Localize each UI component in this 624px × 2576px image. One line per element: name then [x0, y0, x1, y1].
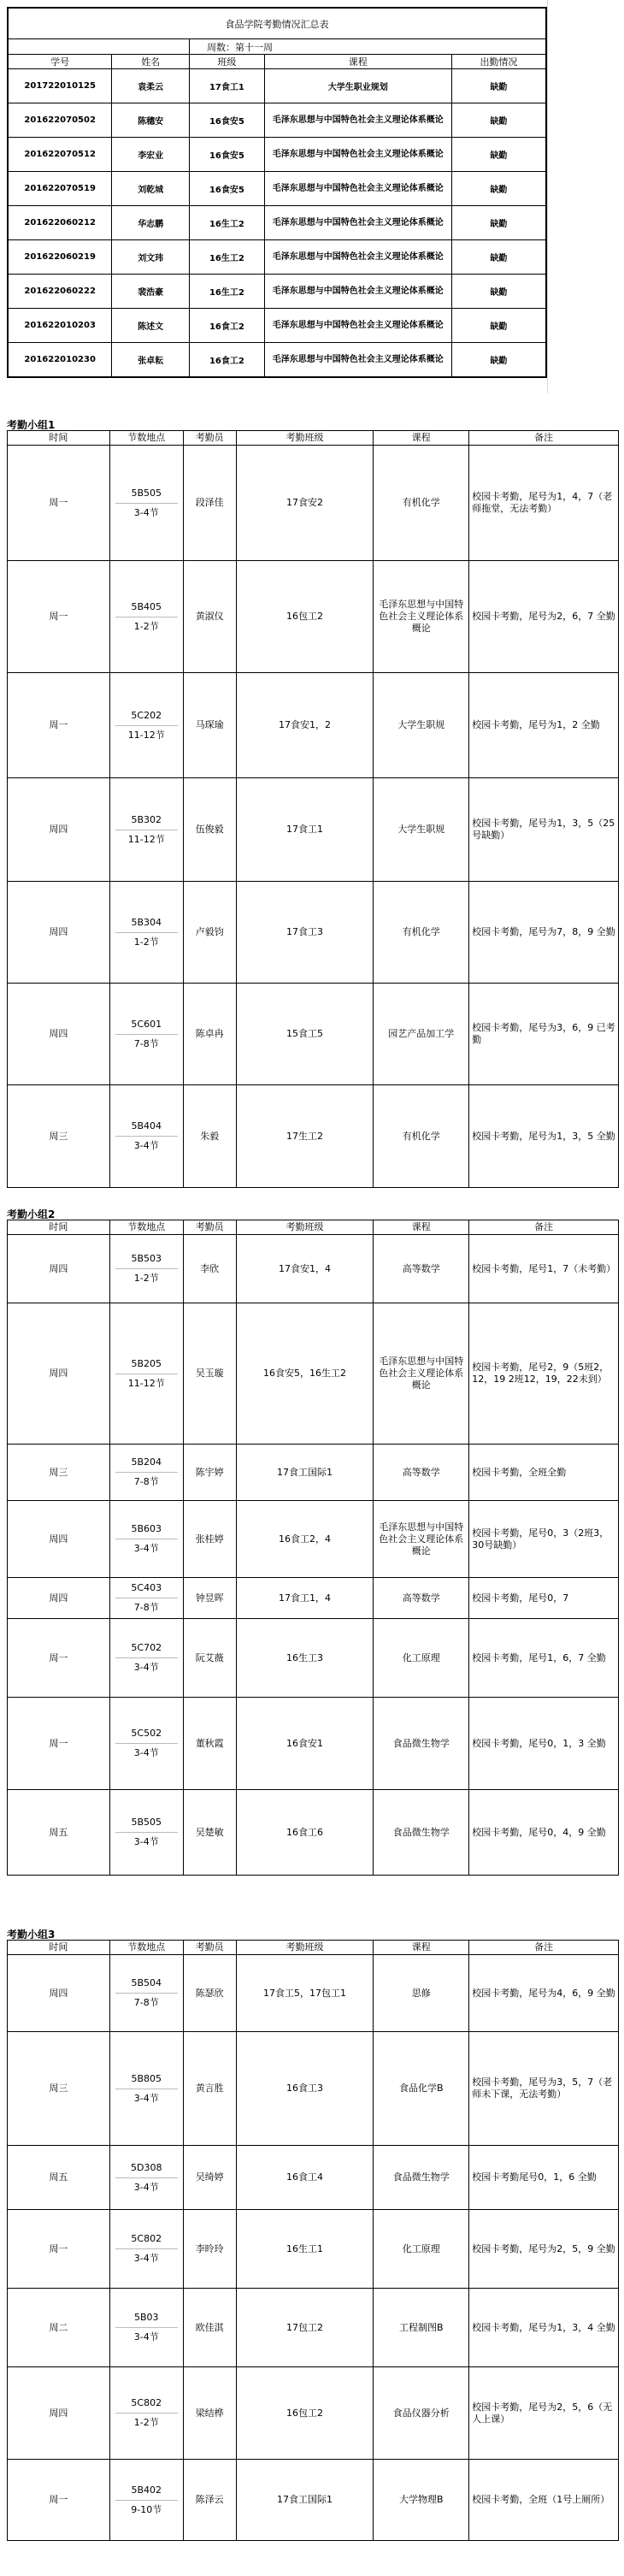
class-name: 16生工1 [236, 2210, 374, 2289]
weekday: 周四 [8, 882, 110, 984]
attendance-status: 缺勤 [451, 275, 546, 309]
checker-name: 阮艾薇 [183, 1619, 236, 1698]
room: 5C403 [115, 1579, 178, 1598]
period: 1-2节 [133, 620, 159, 632]
student-name: 张卓耘 [112, 343, 190, 378]
checker-name: 李欣 [183, 1235, 236, 1303]
table-row [8, 343, 546, 378]
course-name: 食品微生物学 [374, 2146, 469, 2210]
remark: 校园卡考勤，尾号为1，4，7（老师拖堂，无法考勤） [469, 446, 619, 561]
period-location [109, 2460, 183, 2541]
class-name: 17食安1，4 [236, 1235, 374, 1303]
room: 5B405 [115, 598, 178, 617]
course-name: 有机化学 [374, 446, 469, 561]
remark: 校园卡考勤，尾号为3，6，9 已考勤 [469, 984, 619, 1085]
course-name: 大学生职规 [374, 673, 469, 778]
room: 5B504 [115, 1974, 178, 1994]
period-location [109, 882, 183, 984]
student-id: 201722010125 [8, 69, 112, 103]
room: 5B304 [115, 913, 178, 933]
room: 5B402 [115, 2481, 178, 2501]
table-row [8, 2210, 619, 2289]
period-location [109, 1698, 183, 1790]
course-name: 毛泽东思想与中国特色社会主义理论体系概论 [264, 172, 451, 206]
course-name: 大学物理B [374, 2460, 469, 2541]
period: 3-4节 [133, 2092, 159, 2104]
column-header: 节数地点 [109, 1220, 183, 1235]
remark: 校园卡考勤，尾号为1，3，5（25号缺勤） [469, 778, 619, 882]
student-id: 201622060212 [8, 206, 112, 240]
remark: 校园卡考勤，尾号为1，2 全勤 [469, 673, 619, 778]
remark: 校园卡考勤尾号0，1，6 全勤 [469, 2146, 619, 2210]
class-name: 16生工2 [190, 206, 265, 240]
course-name: 化工原理 [374, 2210, 469, 2289]
period: 7-8节 [133, 1602, 159, 1613]
table-row [8, 2460, 619, 2541]
course-name: 思修 [374, 1955, 469, 2032]
column-header: 节数地点 [109, 1941, 183, 1955]
course-name: 毛泽东思想与中国特色社会主义理论体系概论 [264, 343, 451, 378]
class-name: 16包工2 [236, 2367, 374, 2460]
weekday: 周五 [8, 1790, 110, 1876]
course-name: 食品化学B [374, 2032, 469, 2146]
period: 3-4节 [133, 1662, 159, 1673]
attendance-group-table [7, 1940, 619, 2541]
checker-name: 李昤玲 [183, 2210, 236, 2289]
period: 3-4节 [133, 1836, 159, 1847]
table-row [8, 882, 619, 984]
room: 5B03 [115, 2308, 178, 2328]
period: 11-12节 [127, 1377, 165, 1389]
class-name: 17生工2 [236, 1085, 374, 1188]
table-row [8, 778, 619, 882]
column-header: 备注 [469, 1220, 619, 1235]
course-name: 工程制图B [374, 2289, 469, 2367]
checker-name: 黄言胜 [183, 2032, 236, 2146]
course-name: 毛泽东思想与中国特色社会主义理论体系概论 [264, 309, 451, 343]
weekday: 周四 [8, 2367, 110, 2460]
period: 1-2节 [133, 2417, 159, 2428]
attendance-status: 缺勤 [451, 343, 546, 378]
student-name: 陈穗安 [112, 103, 190, 138]
checker-name: 吴玉璇 [183, 1303, 236, 1445]
room: 5C702 [115, 1639, 178, 1658]
student-id: 201622060222 [8, 275, 112, 309]
class-name: 17食工1 [236, 778, 374, 882]
period: 7-8节 [133, 1037, 159, 1049]
class-name: 16食安5 [190, 172, 265, 206]
course-name: 食品微生物学 [374, 1790, 469, 1876]
class-name: 16食工3 [236, 2032, 374, 2146]
group-title: 考勤小组3 [7, 1929, 56, 1941]
room: 5B204 [115, 1453, 178, 1473]
class-name: 16食安5 [190, 138, 265, 172]
column-header: 时间 [8, 1941, 110, 1955]
course-name: 大学生职业规划 [264, 69, 451, 103]
course-name: 毛泽东思想与中国特色社会主义理论体系概论 [264, 240, 451, 275]
class-name: 17包工2 [236, 2289, 374, 2367]
table-row [8, 1790, 619, 1876]
course-name: 食品微生物学 [374, 1698, 469, 1790]
class-name: 16食安5，16生工2 [236, 1303, 374, 1445]
period-location [109, 1955, 183, 2032]
weekday: 周四 [8, 1303, 110, 1445]
period-location [109, 2367, 183, 2460]
course-name: 毛泽东思想与中国特色社会主义理论体系概论 [264, 275, 451, 309]
attendance-group-table [7, 430, 619, 1188]
column-header: 考勤班级 [236, 1941, 374, 1955]
weekday: 周一 [8, 561, 110, 673]
checker-name: 黄淑仪 [183, 561, 236, 673]
attendance-status: 缺勤 [451, 240, 546, 275]
class-name: 15食工5 [236, 984, 374, 1085]
room: 5B603 [115, 1520, 178, 1539]
student-name: 李宏业 [112, 138, 190, 172]
student-name: 裴浩豪 [112, 275, 190, 309]
room: 5C802 [115, 2230, 178, 2249]
table-row [8, 446, 619, 561]
course-name: 园艺产品加工学 [374, 984, 469, 1085]
remark: 校园卡考勤，全班全勤 [469, 1445, 619, 1501]
table-row [8, 240, 546, 275]
column-header: 出勤情况 [451, 55, 546, 69]
class-name: 16食工6 [236, 1790, 374, 1876]
attendance-status: 缺勤 [451, 309, 546, 343]
class-name: 17食工国际1 [236, 1445, 374, 1501]
room: 5D308 [115, 2159, 178, 2178]
checker-name: 陈泽云 [183, 2460, 236, 2541]
period: 1-2节 [133, 1273, 159, 1284]
attendance-status: 缺勤 [451, 138, 546, 172]
table-row [8, 138, 546, 172]
table-row [8, 103, 546, 138]
table-row [8, 2367, 619, 2460]
column-header: 姓名 [112, 55, 190, 69]
student-name: 刘文玮 [112, 240, 190, 275]
checker-name: 卢毅钧 [183, 882, 236, 984]
period-location [109, 2032, 183, 2146]
column-header: 时间 [8, 431, 110, 446]
checker-name: 段泽佳 [183, 446, 236, 561]
course-name: 毛泽东思想与中国特色社会主义理论体系概论 [264, 103, 451, 138]
class-name: 16生工2 [190, 275, 265, 309]
weekday: 周一 [8, 1619, 110, 1698]
checker-name: 陈瑟欣 [183, 1955, 236, 2032]
period: 3-4节 [133, 1140, 159, 1151]
checker-name: 董秋霞 [183, 1698, 236, 1790]
column-header: 课程 [374, 1941, 469, 1955]
class-name: 17食工1，4 [236, 1578, 374, 1619]
course-name: 高等数学 [374, 1235, 469, 1303]
period-location [109, 1085, 183, 1188]
remark: 校园卡考勤，尾号0，1，3 全勤 [469, 1698, 619, 1790]
table-row [8, 1445, 619, 1501]
group-title: 考勤小组1 [7, 419, 56, 431]
course-name: 毛泽东思想与中国特色社会主义理论体系概论 [374, 561, 469, 673]
student-id: 201622010230 [8, 343, 112, 378]
room: 5C502 [115, 1724, 178, 1744]
weekday: 周五 [8, 2146, 110, 2210]
period-location [109, 1445, 183, 1501]
column-header: 课程 [374, 1220, 469, 1235]
table-row [8, 275, 546, 309]
period: 3-4节 [133, 2331, 159, 2343]
table-row [8, 984, 619, 1085]
weekday: 周一 [8, 2210, 110, 2289]
summary-title: 食品学院考勤情况汇总表 [8, 8, 546, 39]
table-row [8, 2146, 619, 2210]
room: 5C802 [115, 2394, 178, 2414]
class-name: 17食工5，17包工1 [236, 1955, 374, 2032]
remark: 校园卡考勤，尾号为2，5，6（无人上课） [469, 2367, 619, 2460]
period: 3-4节 [133, 2253, 159, 2264]
checker-name: 吴楚敏 [183, 1790, 236, 1876]
student-name: 袁柔云 [112, 69, 190, 103]
room: 5B505 [115, 484, 178, 504]
table-row [8, 1303, 619, 1445]
period: 3-4节 [133, 1543, 159, 1554]
table-row [8, 1235, 619, 1303]
attendance-status: 缺勤 [451, 206, 546, 240]
table-row [8, 206, 546, 240]
table-row [8, 1698, 619, 1790]
checker-name: 张桂婷 [183, 1501, 236, 1578]
column-header: 节数地点 [109, 431, 183, 446]
class-name: 16食工2 [190, 309, 265, 343]
remark: 校园卡考勤，尾号1，7（未考勤） [469, 1235, 619, 1303]
period-location [109, 1790, 183, 1876]
period: 7-8节 [133, 1476, 159, 1487]
column-header: 学号 [8, 55, 112, 69]
class-name: 16食工2，4 [236, 1501, 374, 1578]
checker-name: 马琛瑜 [183, 673, 236, 778]
remark: 校园卡考勤，尾号为2，5，9 全勤 [469, 2210, 619, 2289]
summary-table [7, 7, 547, 378]
attendance-group-table [7, 1220, 619, 1876]
remark: 校园卡考勤，尾号0，7 [469, 1578, 619, 1619]
table-row [8, 1955, 619, 2032]
period-location [109, 1501, 183, 1578]
column-header: 时间 [8, 1220, 110, 1235]
checker-name: 陈卓冉 [183, 984, 236, 1085]
table-row [8, 1578, 619, 1619]
remark: 校园卡考勤，尾号0，4，9 全勤 [469, 1790, 619, 1876]
class-name: 16食安1 [236, 1698, 374, 1790]
weekday: 周二 [8, 2289, 110, 2367]
attendance-status: 缺勤 [451, 69, 546, 103]
weekday: 周四 [8, 778, 110, 882]
room: 5B404 [115, 1117, 178, 1137]
weekday: 周四 [8, 1578, 110, 1619]
table-row [8, 172, 546, 206]
course-name: 毛泽东思想与中国特色社会主义理论体系概论 [374, 1303, 469, 1445]
class-name: 16生工2 [190, 240, 265, 275]
weekday: 周四 [8, 1955, 110, 2032]
class-name: 16包工2 [236, 561, 374, 673]
student-name: 华志鹏 [112, 206, 190, 240]
course-name: 大学生职规 [374, 778, 469, 882]
remark: 校园卡考勤，尾号1，6，7 全勤 [469, 1619, 619, 1698]
remark: 校园卡考勤，尾号2，9（5班2，12，19 2班12，19，22未到） [469, 1303, 619, 1445]
weekday: 周四 [8, 984, 110, 1085]
weekday: 周四 [8, 1235, 110, 1303]
week-label: 周数：第十一周 [190, 39, 546, 55]
checker-name: 欧佳淇 [183, 2289, 236, 2367]
room: 5B505 [115, 1813, 178, 1833]
remark: 校园卡考勤，尾号为1，3，4 全勤 [469, 2289, 619, 2367]
course-name: 毛泽东思想与中国特色社会主义理论体系概论 [374, 1501, 469, 1578]
table-row [8, 69, 546, 103]
weekday: 周一 [8, 673, 110, 778]
weekday: 周四 [8, 1501, 110, 1578]
weekday: 周三 [8, 1445, 110, 1501]
remark: 校园卡考勤，全班（1号上厕所） [469, 2460, 619, 2541]
period-location [109, 673, 183, 778]
remark: 校园卡考勤，尾号为3，5，7（老师未下课，无法考勤） [469, 2032, 619, 2146]
course-name: 化工原理 [374, 1619, 469, 1698]
table-row [8, 1501, 619, 1578]
table-row [8, 309, 546, 343]
course-name: 毛泽东思想与中国特色社会主义理论体系概论 [264, 138, 451, 172]
period-location [109, 984, 183, 1085]
course-name: 高等数学 [374, 1578, 469, 1619]
period-location [109, 2146, 183, 2210]
room: 5B205 [115, 1355, 178, 1374]
room: 5B302 [115, 811, 178, 830]
room: 5C601 [115, 1015, 178, 1035]
period-location [109, 1235, 183, 1303]
room: 5B503 [115, 1250, 178, 1269]
class-name: 17食安1，2 [236, 673, 374, 778]
period-location [109, 1578, 183, 1619]
course-name: 高等数学 [374, 1445, 469, 1501]
student-id: 201622010203 [8, 309, 112, 343]
period: 3-4节 [133, 506, 159, 518]
table-row [8, 1085, 619, 1188]
period: 11-12节 [127, 833, 165, 845]
class-name: 16生工3 [236, 1619, 374, 1698]
remark: 校园卡考勤，尾号为2，6，7 全勤 [469, 561, 619, 673]
column-header: 考勤员 [183, 431, 236, 446]
checker-name: 朱毅 [183, 1085, 236, 1188]
period: 3-4节 [133, 2181, 159, 2193]
period-location [109, 2289, 183, 2367]
class-name: 16食工2 [190, 343, 265, 378]
weekday: 周一 [8, 2460, 110, 2541]
column-header: 考勤员 [183, 1220, 236, 1235]
weekday: 周三 [8, 2032, 110, 2146]
remark: 校园卡考勤，尾号为1，3，5 全勤 [469, 1085, 619, 1188]
period-location [109, 561, 183, 673]
class-name: 17食工3 [236, 882, 374, 984]
student-name: 刘乾城 [112, 172, 190, 206]
remark: 校园卡考勤，尾号0，3（2班3，30号缺勤） [469, 1501, 619, 1578]
room: 5B805 [115, 2070, 178, 2089]
student-id: 201622060219 [8, 240, 112, 275]
weekday: 周三 [8, 1085, 110, 1188]
table-row [8, 561, 619, 673]
period-location [109, 1619, 183, 1698]
class-name: 17食安2 [236, 446, 374, 561]
column-header: 课程 [374, 431, 469, 446]
student-id: 201622070512 [8, 138, 112, 172]
attendance-status: 缺勤 [451, 103, 546, 138]
checker-name: 陈宇婷 [183, 1445, 236, 1501]
checker-name: 梁结桦 [183, 2367, 236, 2460]
sheet-gridline [547, 0, 548, 393]
weekday: 周一 [8, 1698, 110, 1790]
checker-name: 吴绮婷 [183, 2146, 236, 2210]
group-title: 考勤小组2 [7, 1208, 56, 1220]
column-header: 班级 [190, 55, 265, 69]
class-name: 16食工4 [236, 2146, 374, 2210]
course-name: 有机化学 [374, 1085, 469, 1188]
weekday: 周一 [8, 446, 110, 561]
checker-name: 伍俊毅 [183, 778, 236, 882]
column-header: 备注 [469, 431, 619, 446]
table-row [8, 2289, 619, 2367]
class-name: 17食工1 [190, 69, 265, 103]
table-row [8, 2032, 619, 2146]
period: 7-8节 [133, 1997, 159, 2008]
attendance-status: 缺勤 [451, 172, 546, 206]
course-name: 食品仪器分析 [374, 2367, 469, 2460]
table-row [8, 1619, 619, 1698]
column-header: 备注 [469, 1941, 619, 1955]
class-name: 17食工国际1 [236, 2460, 374, 2541]
period-location [109, 1303, 183, 1445]
room: 5C202 [115, 706, 178, 726]
checker-name: 钟昱晖 [183, 1578, 236, 1619]
period: 11-12节 [127, 729, 165, 741]
period-location [109, 446, 183, 561]
remark: 校园卡考勤，尾号为4，6，9 全勤 [469, 1955, 619, 2032]
column-header: 考勤班级 [236, 1220, 374, 1235]
period-location [109, 2210, 183, 2289]
column-header: 课程 [264, 55, 451, 69]
student-name: 陈述文 [112, 309, 190, 343]
student-id: 201622070519 [8, 172, 112, 206]
course-name: 毛泽东思想与中国特色社会主义理论体系概论 [264, 206, 451, 240]
period: 9-10节 [131, 2503, 162, 2515]
column-header: 考勤班级 [236, 431, 374, 446]
student-id: 201622070502 [8, 103, 112, 138]
class-name: 16食安5 [190, 103, 265, 138]
column-header: 考勤员 [183, 1941, 236, 1955]
course-name: 有机化学 [374, 882, 469, 984]
period-location [109, 778, 183, 882]
period: 1-2节 [133, 936, 159, 948]
remark: 校园卡考勤，尾号为7，8，9 全勤 [469, 882, 619, 984]
period: 3-4节 [133, 1747, 159, 1758]
table-row [8, 673, 619, 778]
